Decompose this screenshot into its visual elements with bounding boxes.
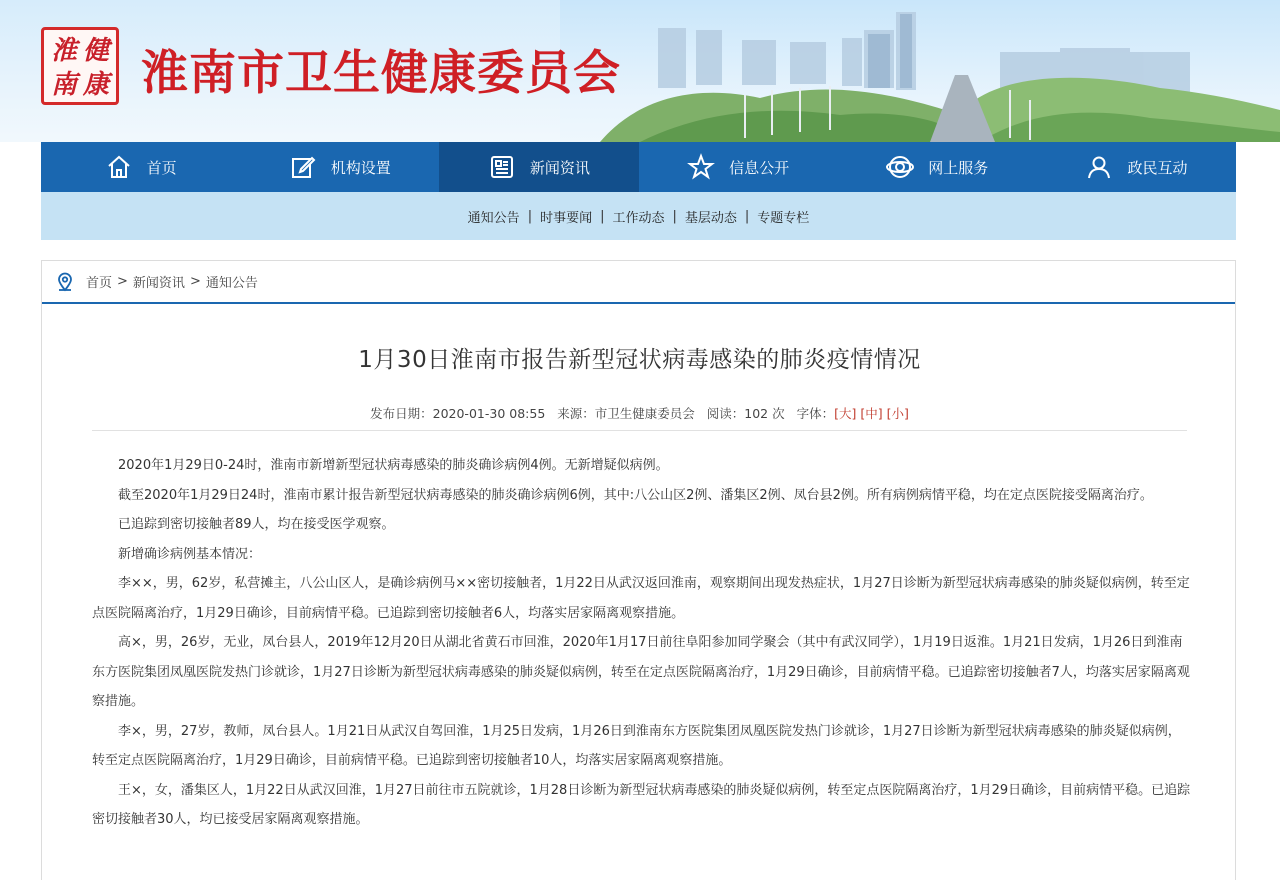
article-body — [92, 451, 1192, 835]
article-paragraph: 已追踪到密切接触者89人，均在接受医学观察。 — [118, 517, 395, 532]
subnav-separator: | — [600, 208, 605, 224]
star-icon — [687, 153, 715, 181]
font-small-button[interactable]: [小] — [886, 406, 909, 421]
breadcrumb — [42, 261, 1235, 304]
article-paragraph: 王×，女，潘集区人，1月22日从武汉回淮，1月27日前往市五院就诊，1月28日诊断为新型冠状病毒感染的肺炎疑似病例，转至定点医院隔离治疗，1月29日确诊，目前病情平稳。已追踪密切接触者30人，均已接受居家隔离观察措施。 — [92, 782, 1191, 827]
breadcrumb-news[interactable]: 新闻资讯 — [132, 276, 185, 291]
publish-date: 发布日期：2020-01-30 08:55 — [370, 406, 546, 421]
article-source: 来源：市卫生健康委员会 — [557, 406, 695, 421]
subnav-separator: | — [672, 208, 677, 224]
header-banner — [0, 0, 1280, 142]
site-title[interactable]: 淮南市卫生健康委员会 — [141, 46, 621, 101]
seal-char: 淮 — [50, 36, 77, 66]
article-paragraph: 新增确诊病例基本情况： — [118, 546, 262, 562]
nav-item-interaction[interactable] — [1037, 142, 1236, 192]
home-icon — [105, 153, 133, 181]
nav-item-label: 政民互动 — [1127, 158, 1188, 177]
seal-char: 康 — [82, 70, 109, 100]
article-meta — [42, 404, 1237, 422]
article-container — [41, 260, 1236, 880]
nav-item-online-service[interactable] — [838, 142, 1037, 192]
article-paragraph: 李×，男，27岁，教师，凤台县人。1月21日从武汉自驾回淮，1月25日发病，1月26日到淮南东方医院集团凤凰医院发热门诊就诊，1月27日诊断为新型冠状病毒感染的肺炎疑似病例，转至定点医院隔离治疗，1月29日确诊，目前病情平稳。已追踪到密切接触者10人，均落实居家隔离观察措施。 — [92, 723, 1181, 768]
nav-item-label: 机构设置 — [330, 158, 391, 177]
nav-item-info-disclosure[interactable] — [639, 142, 838, 192]
site-logo-seal — [41, 27, 119, 105]
location-pin-icon — [56, 272, 74, 292]
article-paragraph: 2020年1月29日0-24时，淮南市新增新型冠状病毒感染的肺炎确诊病例4例。无新增疑似病例。 — [118, 458, 669, 473]
breadcrumb-home[interactable]: 首页 — [86, 276, 113, 291]
font-large-button[interactable]: [大] — [834, 406, 857, 421]
subnav-item-special-topics[interactable]: 专题专栏 — [757, 210, 810, 226]
font-size-label: 字体： — [796, 406, 835, 421]
article-paragraph: 截至2020年1月29日24时，淮南市累计报告新型冠状病毒感染的肺炎确诊病例6例，其中:八公山区2例、潘集区2例、凤台县2例。所有病例病情平稳，均在定点医院接受隔离治疗。 — [118, 487, 1153, 503]
nav-item-organization[interactable] — [240, 142, 439, 192]
seal-char: 健 — [82, 36, 109, 66]
newspaper-icon — [488, 153, 516, 181]
article-paragraph: 高×，男，26岁，无业，凤台县人，2019年12月20日从湖北省黄石市回淮，2020年1月17日前往阜阳参加同学聚会（其中有武汉同学），1月19日返淮。1月21日发病，1月26日到淮南东方医院集团凤凰医院发热门诊就诊，1月27日诊断为新型冠状病毒感染的肺炎疑似病例，转至在定点医院隔离治疗，1月29日确诊，目前病情平稳。已追踪密切接触者7人，均落实居家隔离观察措施。 — [92, 635, 1190, 709]
seal-char: 南 — [50, 70, 77, 100]
subnav-separator: | — [527, 208, 533, 224]
globe-icon — [886, 153, 914, 181]
article-paragraph: 李××，男，62岁，私营摊主，八公山区人，是确诊病例马××密切接触者，1月22日从武汉返回淮南，观察期间出现发热症状，1月27日诊断为新型冠状病毒感染的肺炎疑似病例，转至定点医院隔离治疗，1月29日确诊，目前病情平稳。已追踪到密切接触者6人，均落实居家隔离观察措施。 — [92, 576, 1190, 621]
nav-item-label: 信息公开 — [729, 158, 790, 177]
breadcrumb-notices[interactable]: 通知公告 — [205, 276, 258, 291]
subnav-item-notices[interactable]: 通知公告 — [467, 210, 520, 226]
breadcrumb-separator: > — [117, 274, 128, 289]
article-title: 1月30日淮南市报告新型冠状病毒感染的肺炎疫情情况 — [358, 347, 921, 373]
read-count: 阅读：102 次 — [706, 406, 785, 421]
meta-divider — [92, 430, 1187, 431]
user-icon — [1085, 153, 1113, 181]
nav-item-label: 新闻资讯 — [529, 158, 590, 177]
nav-item-label: 首页 — [146, 158, 177, 177]
font-medium-button[interactable]: [中] — [860, 406, 883, 421]
sub-navigation — [41, 192, 1236, 240]
nav-item-label: 网上服务 — [928, 158, 989, 177]
main-navigation — [41, 142, 1236, 192]
nav-item-news[interactable] — [439, 142, 638, 192]
subnav-item-grassroots[interactable]: 基层动态 — [684, 210, 737, 226]
nav-item-home[interactable] — [41, 142, 240, 192]
subnav-separator: | — [744, 208, 750, 224]
subnav-item-work-updates[interactable]: 工作动态 — [612, 210, 665, 226]
font-size-controls — [797, 406, 909, 421]
breadcrumb-separator: > — [189, 274, 201, 289]
edit-icon — [289, 153, 317, 181]
subnav-item-current-news[interactable]: 时事要闻 — [540, 210, 593, 226]
